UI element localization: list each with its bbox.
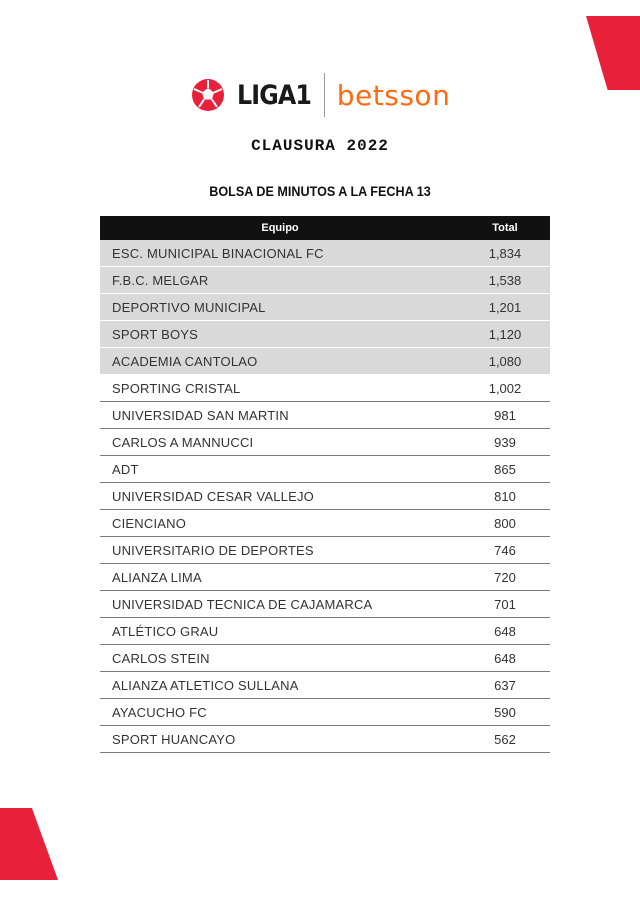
table-row [100,375,550,402]
team-name-cell: SPORT BOYS [112,326,199,342]
table-row [100,699,550,726]
team-name-cell: CIENCIANO [112,515,187,531]
total-minutes-cell: 1,538 [488,272,522,288]
team-name-cell: ADT [112,461,139,477]
table-row [100,726,550,753]
table-row [100,321,550,348]
table-row [100,483,550,510]
total-minutes-cell: 1,834 [488,245,522,261]
season-title: CLAUSURA 2022 [251,137,389,155]
team-name-cell: UNIVERSIDAD TECNICA DE CAJAMARCA [112,596,373,612]
logo-header [0,72,640,118]
total-minutes-cell: 1,002 [488,380,522,396]
table-body [100,240,550,753]
sponsor-logo-text: betsson [336,78,451,112]
team-name-cell: AYACUCHO FC [112,704,207,720]
total-minutes-cell: 1,201 [488,299,522,315]
total-minutes-cell: 562 [494,731,516,747]
team-name-cell: CARLOS A MANNUCCI [112,434,254,450]
team-name-cell: F.B.C. MELGAR [112,272,209,288]
team-name-cell: SPORT HUANCAYO [112,731,236,747]
total-minutes-cell: 1,080 [488,353,522,369]
table-row [100,402,550,429]
team-name-cell: UNIVERSITARIO DE DEPORTES [112,542,314,558]
total-minutes-cell: 637 [494,677,516,693]
logo-divider [324,73,325,117]
table-row [100,564,550,591]
team-name-cell: SPORTING CRISTAL [112,380,241,396]
liga1-ball-icon [190,77,226,113]
total-minutes-cell: 800 [494,515,516,531]
table-row [100,429,550,456]
table-row [100,348,550,375]
total-minutes-cell: 810 [494,488,516,504]
total-minutes-cell: 701 [494,596,516,612]
page-subtitle: BOLSA DE MINUTOS A LA FECHA 13 [209,183,431,199]
total-minutes-cell: 648 [494,623,516,639]
minutes-table [100,216,550,753]
team-name-cell: ACADEMIA CANTOLAO [112,353,258,369]
total-minutes-cell: 981 [494,407,516,423]
team-name-cell: DEPORTIVO MUNICIPAL [112,299,266,315]
total-minutes-cell: 865 [494,461,516,477]
team-name-cell: UNIVERSIDAD SAN MARTIN [112,407,289,423]
column-header-team: Equipo [261,222,299,234]
table-row [100,456,550,483]
table-row [100,645,550,672]
team-name-cell: UNIVERSIDAD CESAR VALLEJO [112,488,314,504]
total-minutes-cell: 939 [494,434,516,450]
table-row [100,591,550,618]
table-row [100,618,550,645]
column-header-total: Total [492,222,518,234]
total-minutes-cell: 590 [494,704,516,720]
league-logo-text: LIGA1 [236,79,311,111]
total-minutes-cell: 1,120 [488,326,522,342]
table-row [100,672,550,699]
team-name-cell: ALIANZA LIMA [112,569,202,585]
table-row [100,510,550,537]
total-minutes-cell: 746 [494,542,516,558]
table-row [100,267,550,294]
table-row [100,537,550,564]
team-name-cell: CARLOS STEIN [112,650,210,666]
table-row [100,240,550,267]
team-name-cell: ESC. MUNICIPAL BINACIONAL FC [112,245,324,261]
team-name-cell: ATLÉTICO GRAU [112,623,219,639]
total-minutes-cell: 648 [494,650,516,666]
team-name-cell: ALIANZA ATLETICO SULLANA [112,677,299,693]
corner-decoration-bottom-left [0,808,58,880]
table-header [100,216,550,240]
table-row [100,294,550,321]
total-minutes-cell: 720 [494,569,516,585]
